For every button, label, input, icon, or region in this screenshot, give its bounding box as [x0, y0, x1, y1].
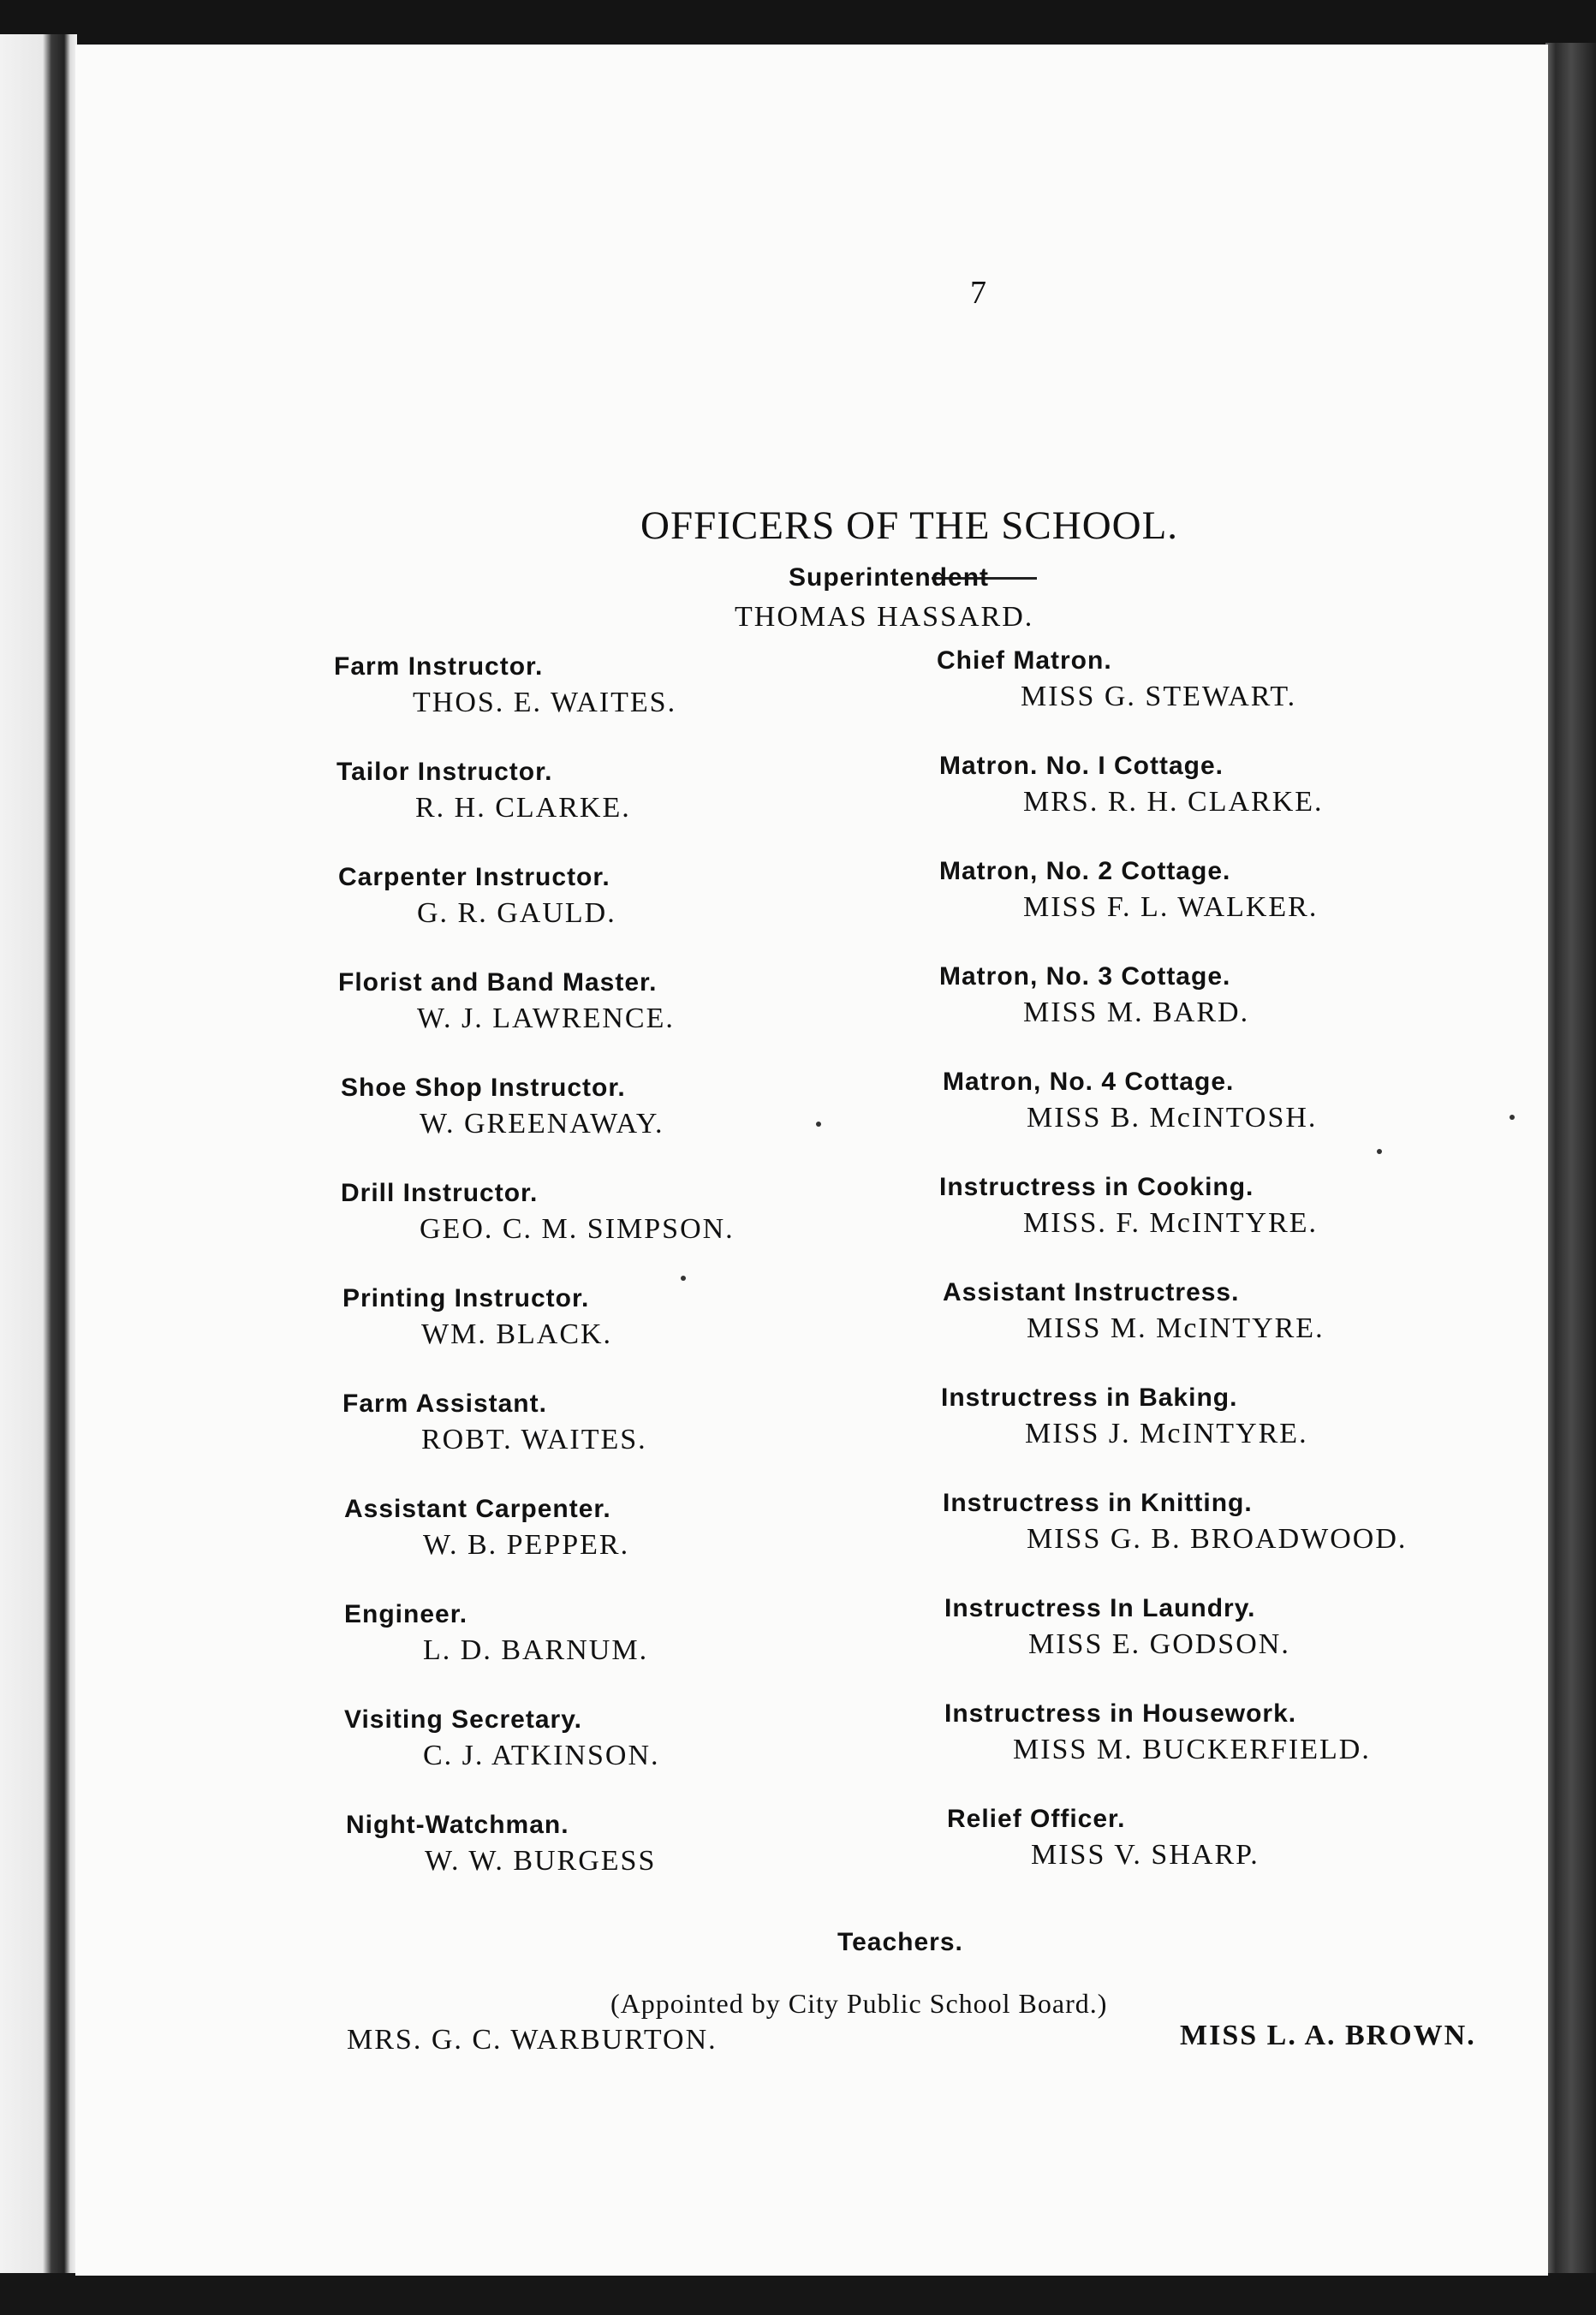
- officer-title: Matron, No. 3 Cottage.: [939, 962, 1231, 991]
- teachers-note: (Appointed by City Public School Board.): [610, 1988, 1108, 2019]
- scan-binding-edge: [0, 34, 77, 2286]
- officer-title: Chief Matron.: [937, 646, 1112, 675]
- officer-name: MISS M. BARD.: [1023, 997, 1250, 1028]
- officer-title: Tailor Instructor.: [336, 758, 553, 786]
- scan-top-edge: [0, 0, 1596, 47]
- officer-title: Relief Officer.: [947, 1805, 1126, 1833]
- officer-title: Assistant Carpenter.: [344, 1495, 611, 1523]
- superintendent-label: Superintendent: [789, 563, 990, 592]
- officer-name: GEO. C. M. SIMPSON.: [420, 1213, 735, 1245]
- officer-name: THOS. E. WAITES.: [413, 687, 677, 718]
- officer-entry: [344, 1495, 629, 1562]
- teachers-heading: Teachers.: [837, 1928, 963, 1956]
- officer-name: C. J. ATKINSON.: [423, 1740, 660, 1771]
- officer-title: Assistant Instructress.: [943, 1278, 1240, 1306]
- officer-entry: [943, 1278, 1325, 1345]
- officer-title: Printing Instructor.: [342, 1284, 590, 1312]
- officer-name: MISS B. McINTOSH.: [1027, 1102, 1318, 1134]
- officer-entry: [346, 1811, 656, 1878]
- officer-title: Night-Watchman.: [346, 1811, 569, 1839]
- officer-name: MISS M. McINTYRE.: [1027, 1312, 1325, 1344]
- officer-name: MISS G. STEWART.: [1021, 681, 1297, 712]
- officer-name: MISS V. SHARP.: [1031, 1839, 1260, 1871]
- officer-title: Visiting Secretary.: [344, 1705, 583, 1734]
- officer-title: Florist and Band Master.: [338, 968, 658, 997]
- officer-title: Engineer.: [344, 1600, 468, 1628]
- officer-entry: [344, 1705, 660, 1772]
- officer-entry: [341, 1179, 735, 1246]
- officer-name: W. W. BURGESS: [425, 1845, 657, 1877]
- teacher-name: MISS L. A. BROWN.: [1180, 2020, 1476, 2051]
- officer-title: Drill Instructor.: [341, 1179, 539, 1207]
- officer-name: W. GREENAWAY.: [420, 1108, 664, 1140]
- print-speck: [816, 1122, 821, 1127]
- superintendent-name: THOMAS HASSARD.: [735, 601, 1034, 633]
- officer-entry: [944, 1594, 1290, 1661]
- officer-title: Shoe Shop Instructor.: [341, 1074, 626, 1102]
- officer-entry: [941, 1384, 1308, 1450]
- print-speck: [1510, 1115, 1515, 1120]
- officer-title: Instructress in Housework.: [944, 1699, 1297, 1728]
- officer-entry: [341, 1074, 664, 1140]
- officer-name: MRS. R. H. CLARKE.: [1023, 786, 1324, 818]
- officer-entry: [338, 863, 616, 930]
- officer-name: MISS M. BUCKERFIELD.: [1013, 1734, 1371, 1765]
- officer-entry: [342, 1284, 612, 1351]
- officer-name: MISS J. McINTYRE.: [1025, 1418, 1308, 1449]
- officer-title: Matron, No. 2 Cottage.: [939, 857, 1231, 885]
- officer-entry: [943, 1489, 1407, 1556]
- teacher-name: MRS. G. C. WARBURTON.: [347, 2024, 718, 2056]
- officer-entry: [937, 646, 1296, 713]
- scan-right-edge: [1545, 43, 1596, 2277]
- print-speck: [1377, 1149, 1382, 1154]
- officer-title: Matron. No. I Cottage.: [939, 752, 1224, 780]
- officer-entry: [943, 1068, 1317, 1134]
- officer-entry: [947, 1805, 1260, 1872]
- officer-name: MISS E. GODSON.: [1028, 1628, 1290, 1660]
- officer-title: Farm Instructor.: [334, 652, 544, 681]
- print-speck: [681, 1276, 686, 1281]
- officer-name: MISS. F. McINTYRE.: [1023, 1207, 1319, 1239]
- officer-entry: [944, 1699, 1371, 1766]
- officer-name: W. J. LAWRENCE.: [417, 1003, 675, 1034]
- officer-entry: [344, 1600, 648, 1667]
- officer-name: G. R. GAULD.: [417, 897, 616, 929]
- officer-entry: [342, 1390, 647, 1456]
- officer-name: ROBT. WAITES.: [421, 1424, 647, 1455]
- officer-entry: [939, 752, 1324, 818]
- officer-title: Instructress in Baking.: [941, 1384, 1238, 1412]
- officer-entry: [338, 968, 675, 1035]
- officer-entry: [334, 652, 676, 719]
- officer-title: Instructress In Laundry.: [944, 1594, 1256, 1622]
- document-page: [75, 45, 1548, 2276]
- officer-title: Matron, No. 4 Cottage.: [943, 1068, 1235, 1096]
- scan-bottom-edge: [0, 2273, 1596, 2315]
- officer-title: Farm Assistant.: [342, 1390, 547, 1418]
- officer-name: L. D. BARNUM.: [423, 1634, 649, 1666]
- officer-name: W. B. PEPPER.: [423, 1529, 630, 1561]
- officer-entry: [939, 962, 1249, 1029]
- page-number: 7: [970, 275, 986, 311]
- officer-name: R. H. CLARKE.: [415, 792, 631, 824]
- officer-title: Instructress in Knitting.: [943, 1489, 1253, 1517]
- page-title: OFFICERS OF THE SCHOOL.: [640, 503, 1179, 548]
- officer-title: Instructress in Cooking.: [939, 1173, 1254, 1201]
- officer-entry: [939, 857, 1318, 924]
- officer-entry: [939, 1173, 1318, 1240]
- officer-title: Carpenter Instructor.: [338, 863, 610, 891]
- officer-name: MISS G. B. BROADWOOD.: [1027, 1523, 1408, 1555]
- officer-name: MISS F. L. WALKER.: [1023, 891, 1319, 923]
- officer-name: WM. BLACK.: [421, 1318, 613, 1350]
- officer-entry: [336, 758, 631, 824]
